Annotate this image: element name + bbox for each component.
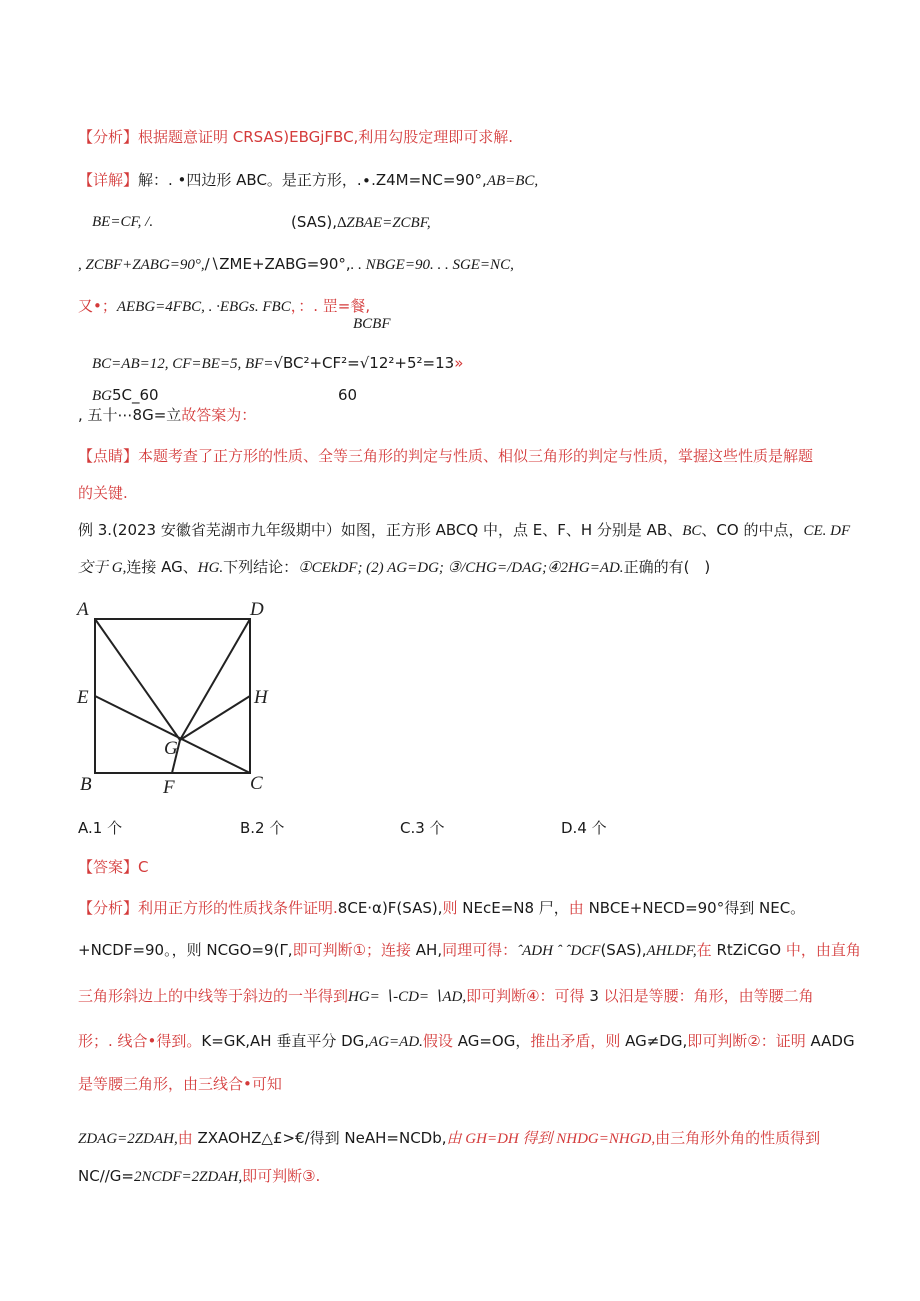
analysis-line [78, 127, 513, 147]
analysis3-4g: AG≠DG, [620, 1032, 688, 1050]
analysis3-2i: RtZiCGO [711, 941, 786, 959]
analysis3-6e: 由三角形外角的性质得到 [655, 1129, 821, 1147]
analysis3-1c: 则 [442, 899, 458, 917]
analysis3-3b: HG= ∖-CD= ∖AD, [348, 989, 467, 1005]
sas-label: (SAS), [291, 213, 338, 231]
analysis3-2g: AHLDF, [646, 943, 697, 959]
analysis-text: 根据题意证明 CRSAS)EBGjFBC,利用勾股定理即可求解. [138, 128, 514, 146]
analysis3-7c: 2NCDF=2ZDAH, [134, 1169, 243, 1185]
remark-text-2: 的关键. [78, 484, 128, 502]
example3-text-2c: HG. [197, 560, 224, 576]
proof-line-4a: , ZCBF+ZABG=90°, [78, 257, 205, 273]
proof-line-9 [78, 405, 256, 425]
proof-line-7 [92, 353, 463, 374]
detail-text-italic: AB=BC, [486, 173, 539, 189]
analysis3-4b: K=GK,AH 垂直平分 DG, [201, 1032, 370, 1050]
analysis3-line-2 [78, 940, 861, 961]
analysis3-7d: 即可判断③. [242, 1167, 321, 1185]
analysis3-tag: 【分析】 [78, 899, 139, 917]
analysis3-1f: NBCE+NECD=90°得到 NEC。 [583, 899, 806, 917]
label-h: H [254, 687, 268, 708]
answer-value: C [138, 858, 149, 876]
analysis3-line-5: 是等腰三角形，由三线合•可知 [78, 1075, 282, 1093]
segment-dg [180, 619, 250, 740]
example3-text-1-mid: 、CO 的中点， [701, 521, 804, 539]
analysis3-3e: 以汨是等腰：角形，由等腰二角 [603, 987, 814, 1005]
answer-line [78, 857, 149, 877]
example3-line-2 [78, 557, 710, 578]
label-a: A [77, 599, 89, 620]
analysis3-4d: 假设 [422, 1032, 453, 1050]
square-figure [70, 595, 280, 800]
option-c: C.3 个 [400, 819, 445, 837]
label-g: G [164, 738, 178, 759]
analysis3-1d: NEcE=N8 尸， [457, 899, 569, 917]
analysis3-6c: ZXAOHZ△£>€/得到 NeAH=NCDb, [192, 1129, 447, 1147]
proof-line-5b: AEBG=4FBC, . ∙EBGs. FBC [116, 299, 291, 315]
analysis3-4f: 推出矛盾，则 [530, 1032, 621, 1050]
label-b: B [80, 774, 92, 795]
analysis3-line-1 [78, 898, 805, 918]
analysis3-3c: 即可判断④：可得 [466, 987, 585, 1005]
analysis3-4i: AADG [805, 1032, 855, 1050]
proof-line-9a: , 五十⋯8G=立 [78, 406, 182, 424]
example3-text-2f: ④2HG=AD. [547, 560, 624, 576]
detail-line [78, 170, 538, 191]
proof-line-8 [92, 385, 159, 406]
analysis3-6d: 由 GH=DH 得到 NHDG=NHGD, [446, 1131, 656, 1147]
option-b: B.2 个 [240, 819, 285, 837]
analysis3-2c: AH, [411, 941, 443, 959]
label-d: D [250, 599, 264, 620]
detail-tag: 【详解】 [78, 171, 139, 189]
analysis3-line-7 [78, 1166, 320, 1187]
proof-line-5c: ，：. 罡=餐, [290, 297, 371, 315]
example3-text-2b: 连接 AG、 [126, 558, 198, 576]
proof-line-9b: 故答案为： [181, 406, 257, 424]
proof-line-3a: BE=CF, /. [92, 214, 154, 230]
proof-line-4b: ∕∖ZME+ZABG=90°, [204, 255, 351, 273]
proof-line-8c: 60 [338, 386, 358, 404]
analysis3-line-6 [78, 1128, 820, 1149]
analysis3-4c: AG=AD. [369, 1034, 423, 1050]
analysis3-2e: ˆADH ˆ ˆDCF [517, 943, 601, 959]
analysis3-4e: AG=OG， [452, 1032, 531, 1050]
analysis3-2f: (SAS), [600, 941, 647, 959]
fraction-denominator: BCBF [353, 316, 391, 332]
analysis3-line-3 [78, 986, 814, 1007]
label-c: C [250, 773, 263, 794]
analysis3-6a: ZDAG=2ZDAH, [78, 1131, 178, 1147]
answer-tag: 【答案】 [78, 858, 139, 876]
remark-text-1: 本题考查了正方形的性质、全等三角形的判定与性质、相似三角形的判定与性质，掌握这些性质是解题 [138, 447, 814, 465]
proof-line-5a: 又•； [78, 297, 117, 315]
segment-ec [95, 696, 250, 773]
proof-line-4 [78, 254, 514, 275]
analysis3-2h: 在 [696, 941, 712, 959]
proof-line-7c: » [454, 354, 464, 372]
proof-line-4c: . . NBGE=90. . . SGE=NC, [350, 257, 514, 273]
analysis3-3a: 三角形斜边上的中线等于斜边的一半得到 [78, 987, 349, 1005]
proof-line-8b: 5C_60 [112, 386, 159, 404]
analysis-tag: 【分析】 [78, 128, 139, 146]
remark-line-1 [78, 446, 813, 466]
detail-text: 解：. •四边形 ABC。是正方形，.∙.Z4M=NC=90°, [138, 171, 487, 189]
analysis3-2j: 中，由直角 [785, 941, 861, 959]
remark-tag: 【点睛】 [78, 447, 139, 465]
proof-line-5 [78, 296, 370, 317]
example3-text-1-it-a: BC [682, 523, 702, 539]
analysis3-1b: 8CE·α)F(SAS), [337, 899, 443, 917]
segment-hg [180, 696, 250, 740]
example3-text-2d: 下列结论： [223, 558, 299, 576]
analysis3-2d: 同理可得： [442, 941, 518, 959]
analysis3-line-4 [78, 1031, 855, 1052]
analysis3-7b: ∕/G= [99, 1167, 135, 1185]
analysis3-2a: +NCDF=90。，则 NCGO=9(Γ, [78, 941, 293, 959]
segment-ag [95, 619, 180, 740]
option-a: A.1 个 [78, 819, 123, 837]
analysis3-3d: 3 [584, 987, 604, 1005]
example3-text-1-it-b: CE. DF [803, 523, 851, 539]
proof-line-3 [291, 212, 431, 233]
label-f: F [163, 777, 175, 798]
analysis3-1a: 利用正方形的性质找条件证明. [138, 899, 338, 917]
analysis3-2b: 即可判断①；连接 [292, 941, 412, 959]
analysis3-4a: 形；. 线合•得到。 [78, 1032, 202, 1050]
analysis3-7a: NC [78, 1167, 100, 1185]
proof-line-7a: BC=AB=12, CF=BE=5, BF= [92, 356, 274, 372]
example3-line-1 [78, 520, 850, 541]
example3-text-2g: 正确的有( ) [623, 558, 711, 576]
proof-line-3c: ∆ZBAE=ZCBF, [337, 215, 431, 231]
example3-text-2a: 交于 G, [78, 560, 127, 576]
analysis3-6b: 由 [177, 1129, 193, 1147]
analysis3-4h: 即可判断②：证明 [687, 1032, 806, 1050]
example3-text-1: 例 3.(2023 安徽省芜湖市九年级期中）如图，正方形 ABCQ 中，点 E、F、H 分别是 AB、 [78, 521, 683, 539]
analysis3-1e: 由 [568, 899, 584, 917]
label-e: E [77, 687, 89, 708]
option-d: D.4 个 [561, 819, 607, 837]
proof-line-8a: BG [92, 388, 112, 404]
proof-line-7b: √BC²+CF²=√12²+5²=13 [273, 354, 455, 372]
example3-text-2e: ①CEkDF; (2) AG=DG; ③/CHG=/DAG; [298, 560, 548, 576]
